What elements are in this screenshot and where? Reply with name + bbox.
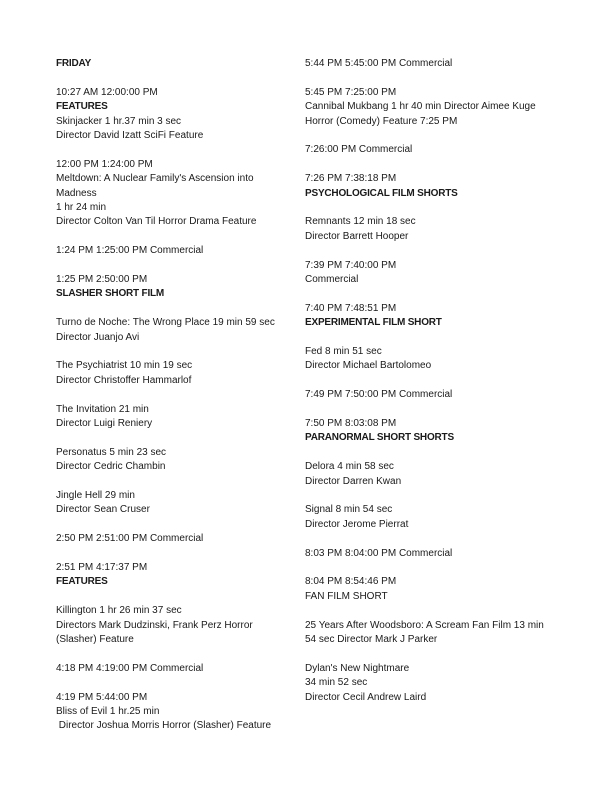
schedule-line: Director Darren Kwan [305, 475, 402, 487]
schedule-block [56, 158, 314, 230]
schedule-line: Horror (Comedy) Feature 7:25 PM [305, 115, 458, 127]
schedule-line: Madness [56, 187, 97, 199]
schedule-block [56, 244, 314, 258]
section-heading: SLASHER SHORT FILM [56, 288, 165, 300]
schedule-block [305, 302, 567, 331]
schedule-line: 5:45 PM 7:25:00 PM [305, 86, 397, 98]
schedule-line: Commercial [305, 274, 359, 286]
schedule-line: Bliss of Evil 1 hr.25 min [56, 706, 160, 718]
schedule-line: 1 hr 24 min [56, 202, 107, 214]
schedule-block [305, 547, 567, 561]
schedule-block [56, 662, 314, 676]
schedule-block [56, 273, 314, 302]
schedule-block [305, 460, 567, 489]
schedule-line: 4:19 PM 5:44:00 PM [56, 691, 148, 703]
schedule-line: Director Juanjo Avi [56, 331, 140, 343]
schedule-block [305, 86, 567, 129]
schedule-line: 54 sec Director Mark J Parker [305, 634, 438, 646]
schedule-line: 7:40 PM 7:48:51 PM [305, 302, 397, 314]
schedule-line: Director Colton Van Til Horror Drama Feature [56, 216, 257, 228]
schedule-line: The Invitation 21 min [56, 403, 149, 415]
schedule-line: Director David Izatt SciFi Feature [56, 130, 204, 142]
schedule-line: Personatus 5 min 23 sec [56, 446, 167, 458]
schedule-line: Delora 4 min 58 sec [305, 461, 394, 473]
schedule-line: 12:00 PM 1:24:00 PM [56, 158, 153, 170]
schedule-block [305, 417, 567, 446]
schedule-block [56, 86, 314, 144]
schedule-line: Directors Mark Dudzinski, Frank Perz Horror [56, 619, 253, 631]
schedule-line: 7:49 PM 7:50:00 PM Commercial [305, 389, 453, 401]
schedule-block [56, 316, 314, 345]
schedule-line: (Slasher) Feature [56, 634, 134, 646]
schedule-line: The Psychiatrist 10 min 19 sec [56, 360, 193, 372]
schedule-block [305, 345, 567, 374]
schedule-block [56, 489, 314, 518]
schedule-line: 7:39 PM 7:40:00 PM [305, 259, 397, 271]
schedule-line: Killington 1 hr 26 min 37 sec [56, 605, 182, 617]
schedule-block [56, 532, 314, 546]
schedule-line: 8:03 PM 8:04:00 PM Commercial [305, 547, 453, 559]
schedule-column-left [56, 57, 314, 748]
schedule-line: 25 Years After Woodsboro: A Scream Fan Film 13 min [305, 619, 544, 631]
schedule-line: Meltdown: A Nuclear Family's Ascension into [56, 173, 254, 185]
section-heading: PARANORMAL SHORT SHORTS [305, 432, 454, 444]
schedule-line: 8:04 PM 8:54:46 PM [305, 576, 397, 588]
schedule-line: 2:50 PM 2:51:00 PM Commercial [56, 533, 204, 545]
schedule-line: 7:26 PM 7:38:18 PM [305, 173, 397, 185]
schedule-block [305, 57, 567, 71]
schedule-line: Remnants 12 min 18 sec [305, 216, 416, 228]
schedule-line: 10:27 AM 12:00:00 PM [56, 86, 158, 98]
schedule-line: 7:26:00 PM Commercial [305, 144, 413, 156]
schedule-block [305, 662, 567, 705]
schedule-line: Director Cecil Andrew Laird [305, 691, 427, 703]
schedule-column-right [305, 57, 567, 719]
schedule-line: FAN FILM SHORT [305, 590, 388, 602]
schedule-block [305, 259, 567, 288]
schedule-line: Signal 8 min 54 sec [305, 504, 393, 516]
schedule-line: Director Luigi Reniery [56, 418, 153, 430]
schedule-block [56, 359, 314, 388]
schedule-line: Jingle Hell 29 min [56, 490, 135, 502]
schedule-line: 2:51 PM 4:17:37 PM [56, 562, 148, 574]
schedule-block [305, 215, 567, 244]
schedule-block [56, 691, 314, 734]
schedule-line: Director Jerome Pierrat [305, 518, 409, 530]
schedule-line: 4:18 PM 4:19:00 PM Commercial [56, 662, 204, 674]
section-heading: FEATURES [56, 101, 108, 113]
schedule-line: 34 min 52 sec [305, 677, 368, 689]
schedule-block [305, 388, 567, 402]
section-heading: FRIDAY [56, 58, 92, 69]
schedule-block [305, 172, 567, 201]
schedule-line: Director Michael Bartolomeo [305, 360, 432, 372]
schedule-line: Director Joshua Morris Horror (Slasher) Feature [56, 720, 272, 732]
schedule-block [56, 604, 314, 647]
schedule-line: Director Sean Cruser [56, 504, 150, 516]
schedule-line: 7:50 PM 8:03:08 PM [305, 418, 397, 430]
schedule-block [56, 561, 314, 590]
schedule-line: Turno de Noche: The Wrong Place 19 min 59 sec [56, 317, 275, 329]
schedule-line: 5:44 PM 5:45:00 PM Commercial [305, 58, 453, 69]
schedule-block [56, 57, 314, 71]
section-heading: FEATURES [56, 576, 108, 588]
schedule-line: Director Christoffer Hammarlof [56, 374, 192, 386]
schedule-line: Fed 8 min 51 sec [305, 346, 382, 358]
schedule-line: Skinjacker 1 hr.37 min 3 sec [56, 115, 182, 127]
schedule-block [56, 403, 314, 432]
schedule-line: 1:25 PM 2:50:00 PM [56, 274, 148, 286]
schedule-line: Director Barrett Hooper [305, 230, 409, 242]
section-heading: EXPERIMENTAL FILM SHORT [305, 317, 442, 329]
schedule-line: Director Cedric Chambin [56, 461, 166, 473]
schedule-line: Dylan's New Nightmare [305, 662, 410, 674]
schedule-block [305, 575, 567, 604]
schedule-line: 1:24 PM 1:25:00 PM Commercial [56, 245, 204, 257]
section-heading: PSYCHOLOGICAL FILM SHORTS [305, 187, 458, 199]
schedule-block [305, 143, 567, 157]
schedule-line: Cannibal Mukbang 1 hr 40 min Director Aimee Kuge [305, 101, 536, 113]
schedule-block [56, 446, 314, 475]
schedule-block [305, 503, 567, 532]
schedule-block [305, 619, 567, 648]
